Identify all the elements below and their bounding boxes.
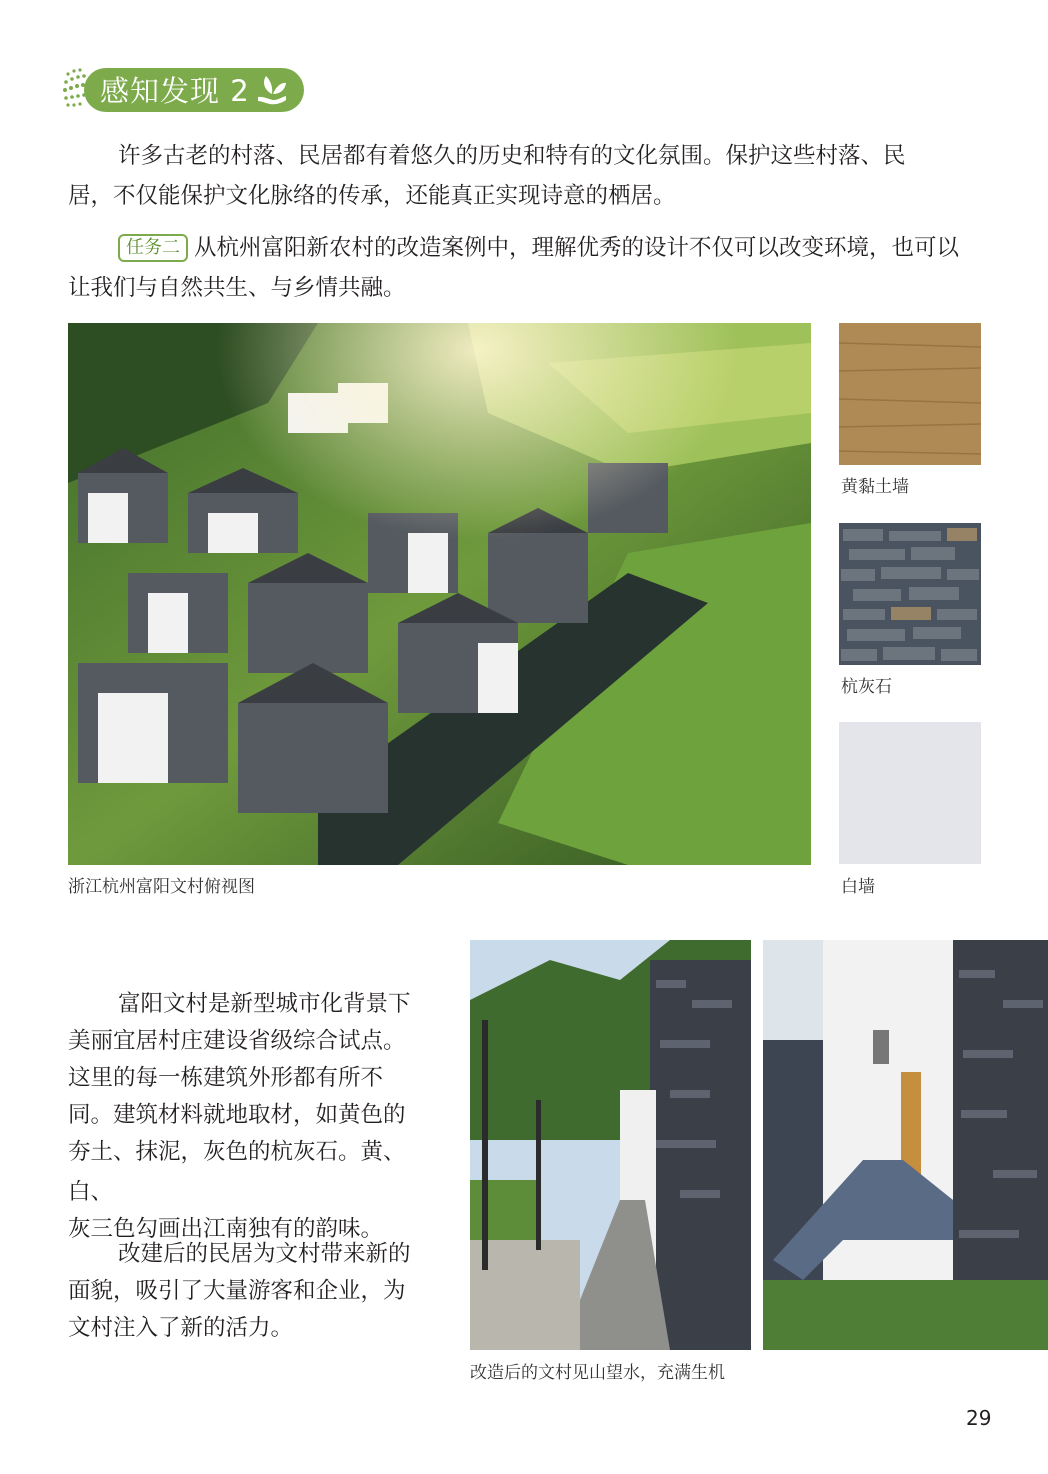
swatch-grey-stone — [839, 523, 981, 665]
swatch-white-wall — [839, 722, 981, 864]
village-street-photo — [470, 940, 751, 1350]
body-paragraph-2: 改建后的民居为文村带来新的 面貌，吸引了大量游客和企业，为 文村注入了新的活力。 — [68, 1241, 411, 1341]
intro-line-2: 居，不仅能保护文化脉络的传承，还能真正实现诗意的栖居。 — [68, 183, 676, 209]
swatch-label-white: 白墙 — [841, 877, 875, 897]
white-house-photo — [763, 940, 1048, 1350]
task-line-1 — [118, 228, 998, 268]
swatch-clay-wall — [839, 323, 981, 465]
leaf-hand-icon — [252, 70, 292, 110]
page-number: 29 — [966, 1406, 992, 1430]
task-tag: 任务二 — [118, 234, 188, 262]
village-aerial-photo — [68, 323, 811, 865]
intro-line-1: 许多古老的村落、民居都有着悠久的历史和特有的文化氛围。保护这些村落、民 — [118, 143, 906, 169]
bottom-photos-caption: 改造后的文村见山望水，充满生机 — [470, 1363, 725, 1383]
swatch-label-stone: 杭灰石 — [841, 677, 892, 697]
task-text: 从杭州富阳新农村的改造案例中，理解优秀的设计不仅可以改变环境，也可以 — [194, 235, 960, 261]
section-title: 感知发现 2 — [100, 74, 250, 108]
task-line-2: 让我们与自然共生、与乡情共融。 — [68, 275, 406, 301]
main-photo-caption: 浙江杭州富阳文村俯视图 — [68, 877, 255, 897]
swatch-label-clay: 黄黏土墙 — [841, 477, 909, 497]
body-paragraph-1: 富阳文村是新型城市化背景下 美丽宜居村庄建设省级综合试点。 这里的每一栋建筑外形都有所不 同。建筑材料就地取材，如黄色的 夯土、抹泥，灰色的杭灰石。黄、白、 灰三色勾画出江南独有的韵味。 — [68, 991, 411, 1242]
